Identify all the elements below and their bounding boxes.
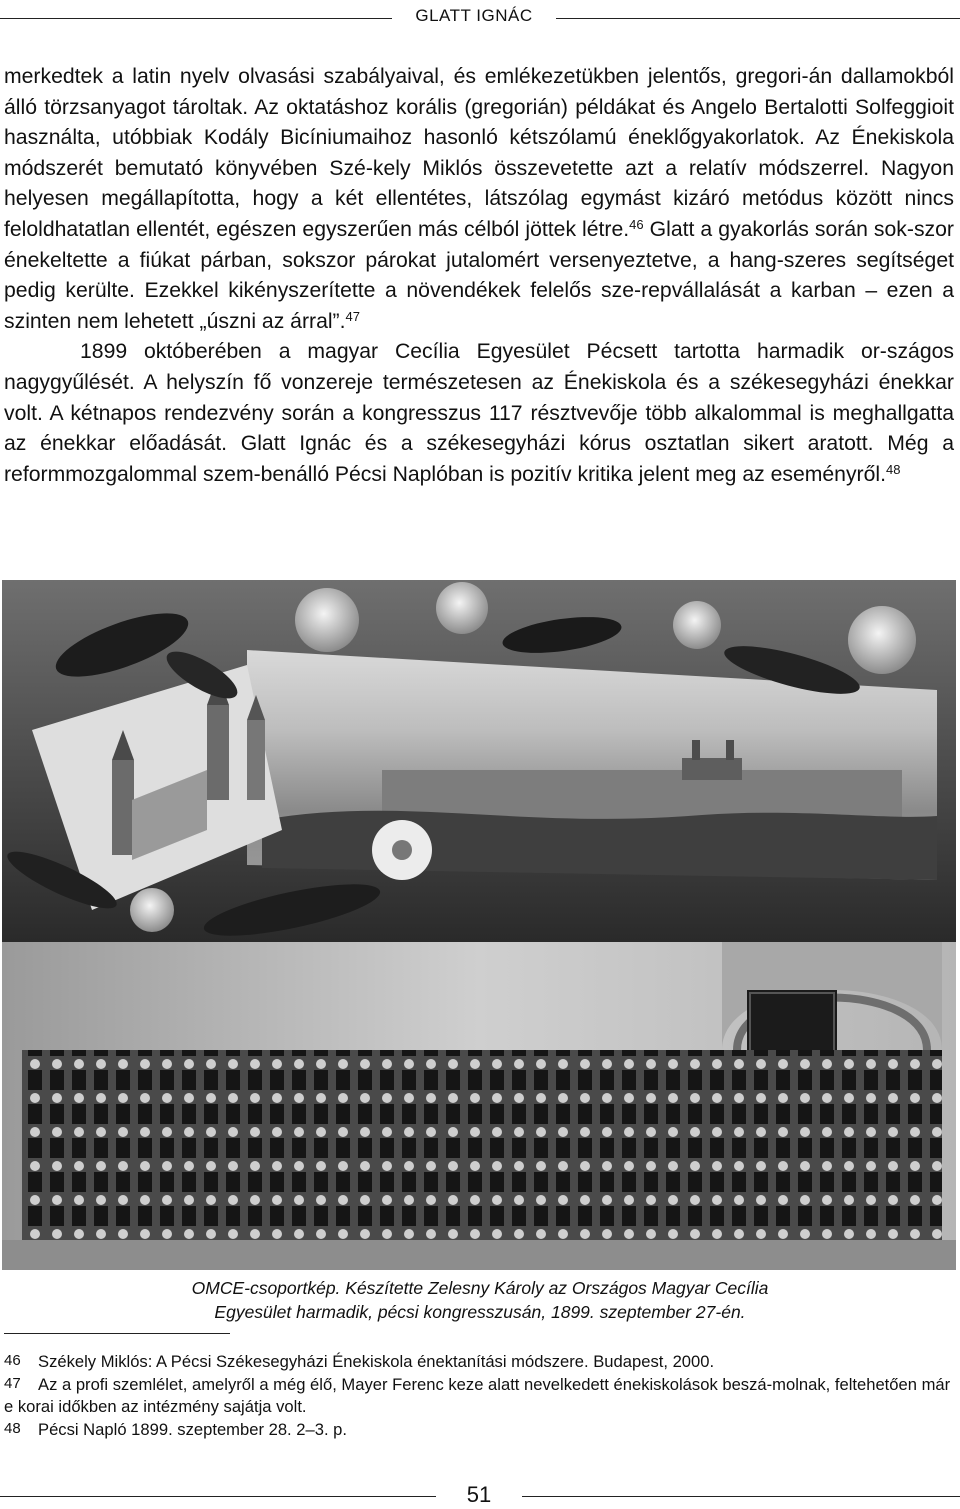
footer-rule-left — [0, 1496, 436, 1497]
footnote-text: Székely Miklós: A Pécsi Székesegyházi Énekiskola énektanítási módszere. Budapest, 2000. — [38, 1352, 715, 1371]
footnote-48 — [4, 1418, 956, 1441]
paragraph-2-text: 1899 októberében a magyar Cecília Egyesület Pécsett tartotta harmadik or-szágos nagygyűlését. A helyszín fő vonzereje természetesen az Énekiskola és a székesegyházi énekkar volt. A kétnapos rendezvény során a kongresszus 117 résztvevője több alkalommal is meghallgatta az énekkar előadását. Glatt Ignác és a székesegyházi kórus osztatlan sikert aratott. Még a reformmozgalommal szem-benálló Pécsi Naplóban is pozitív kritika jelent meg az eseményről. — [4, 340, 954, 486]
footnote-number: 46 — [4, 1352, 21, 1369]
group-photo — [2, 580, 956, 1270]
footnote-ref-46: 46 — [629, 216, 644, 232]
paragraph-1 — [4, 62, 954, 337]
paragraph-2 — [4, 337, 954, 490]
footnote-ref-48: 48 — [886, 461, 901, 477]
footnote-number: 48 — [4, 1420, 21, 1437]
footnote-separator — [4, 1333, 230, 1334]
page-footer — [0, 1482, 960, 1508]
paragraph-1-text-b: Glatt a gyakorlás során sok-szor énekeltette a fiúkat párban, sokszor párokat jutalomért versenyeztetve, a hang-szeres segítséget pedig kerülte. Ezekkel kikényszerítette a növendékek felelős sze-repvállalását a karban – ezen a szinten nem lehetett „úszni az árral”. — [4, 217, 954, 333]
footnote-46 — [4, 1350, 956, 1373]
footnotes — [4, 1350, 956, 1441]
running-title: GLATT IGNÁC — [415, 6, 533, 25]
caption-line-1: OMCE-csoportkép. Készítette Zelesny Károly az Országos Magyar Cecília — [191, 1278, 769, 1298]
footnote-text: Pécsi Napló 1899. szeptember 28. 2–3. p. — [38, 1420, 348, 1439]
header-rule-right — [556, 18, 960, 19]
running-header — [0, 6, 960, 26]
body-text — [4, 62, 954, 490]
paragraph-1-text-a: merkedtek a latin nyelv olvasási szabályaival, és emlékezetükben jelentős, gregori-án dallamokból álló törzsanyagot tároltak. Az oktatáshoz korális (gregorián) példákat és Angelo Bertalotti Solfeggioit használta, utóbbiak Kodály Bicíniumaihoz hasonló kétszólamú éneklőgyakorlatok. Az Énekiskola módszerét bemutató könyvében Szé-kely Miklós összevetette azt a relatív módszerrel. Nagyon helyesen megállapította, hogy a két ellentétes, látszólag egymást kizáró metódus között nincs feloldhatatlan ellentét, egészen egyszerűen más célból jöttek létre. — [4, 65, 954, 241]
ground — [2, 1240, 956, 1270]
caption-line-2: Egyesület harmadik, pécsi kongresszusán, 1899. szeptember 27-én. — [214, 1302, 746, 1322]
header-rule-left — [0, 18, 392, 19]
footnote-text: Az a profi szemlélet, amelyről a még élő, Mayer Ferenc keze alatt nevelkedett énekiskolások beszá-molnak, feltehetően már e korai időkben az intézmény sajátja volt. — [4, 1375, 951, 1416]
group-of-people — [22, 1050, 942, 1250]
footer-rule-right — [522, 1496, 960, 1497]
figure-caption — [40, 1276, 920, 1324]
page-number: 51 — [466, 1482, 492, 1507]
footnote-number: 47 — [4, 1375, 21, 1392]
footnote-47 — [4, 1373, 956, 1418]
footnote-ref-47: 47 — [345, 308, 360, 324]
